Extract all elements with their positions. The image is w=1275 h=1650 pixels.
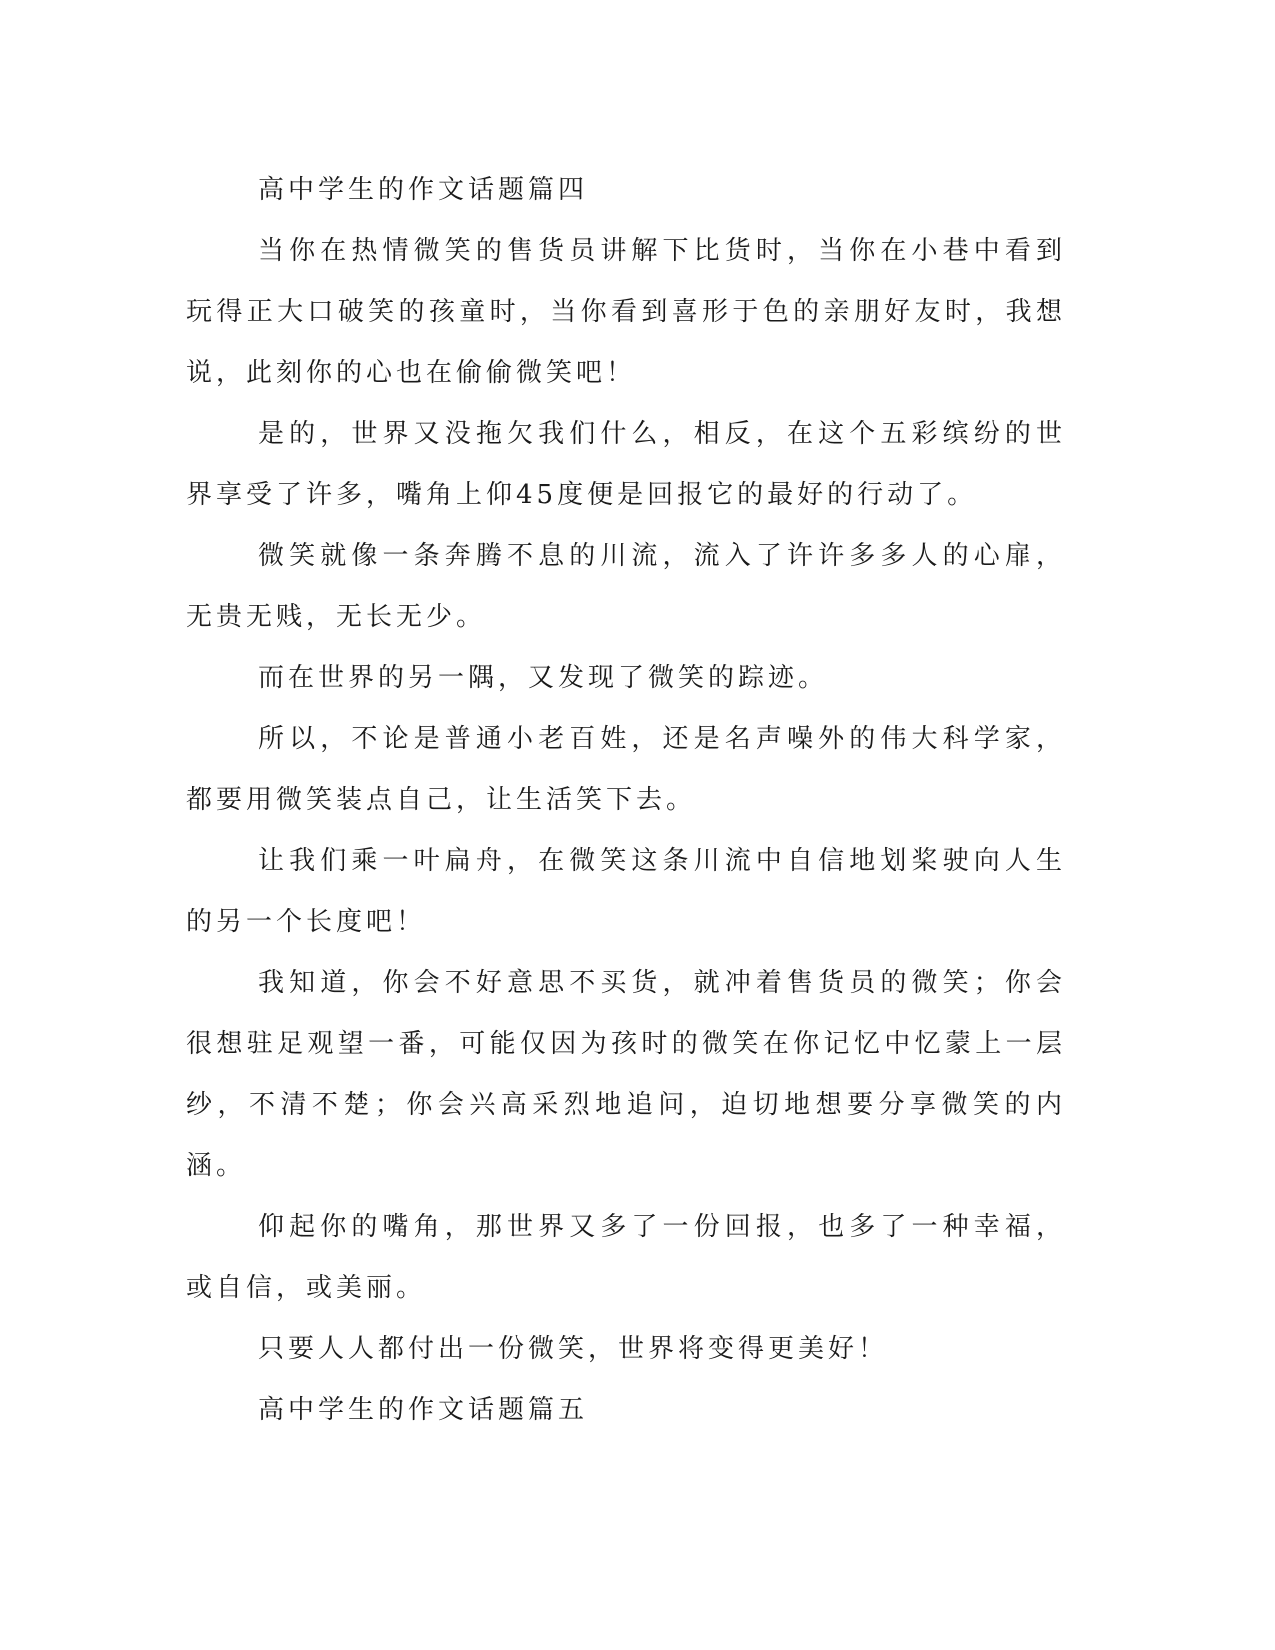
document-body <box>186 160 1066 1441</box>
paragraph: 只要人人都付出一份微笑，世界将变得更美好！ <box>258 1334 889 1364</box>
paragraph: 而在世界的另一隅，又发现了微笑的踪迹。 <box>258 663 829 693</box>
section-heading-4: 高中学生的作文话题篇四 <box>258 175 589 205</box>
paragraph: 微笑就像一条奔腾不息的川流，流入了许许多多人的心扉，无贵无贱，无长无少。 <box>186 541 1066 632</box>
paragraph: 仰起你的嘴角，那世界又多了一份回报，也多了一种幸福，或自信，或美丽。 <box>186 1212 1066 1303</box>
paragraph: 让我们乘一叶扁舟，在微笑这条川流中自信地划桨驶向人生的另一个长度吧！ <box>186 846 1066 937</box>
paragraph: 所以，不论是普通小老百姓，还是名声噪外的伟大科学家，都要用微笑装点自己，让生活笑下去。 <box>186 724 1066 815</box>
paragraph: 当你在热情微笑的售货员讲解下比货时，当你在小巷中看到玩得正大口破笑的孩童时，当你看到喜形于色的亲朋好友时，我想说，此刻你的心也在偷偷微笑吧！ <box>186 236 1066 388</box>
section-heading-5: 高中学生的作文话题篇五 <box>258 1395 589 1425</box>
paragraph: 是的，世界又没拖欠我们什么，相反，在这个五彩缤纷的世界享受了许多，嘴角上仰45度便是回报它的最好的行动了。 <box>186 419 1066 510</box>
paragraph: 我知道，你会不好意思不买货，就冲着售货员的微笑；你会很想驻足观望一番，可能仅因为孩时的微笑在你记忆中忆蒙上一层纱，不清不楚；你会兴高采烈地追问，迫切地想要分享微笑的内涵。 <box>186 968 1066 1181</box>
